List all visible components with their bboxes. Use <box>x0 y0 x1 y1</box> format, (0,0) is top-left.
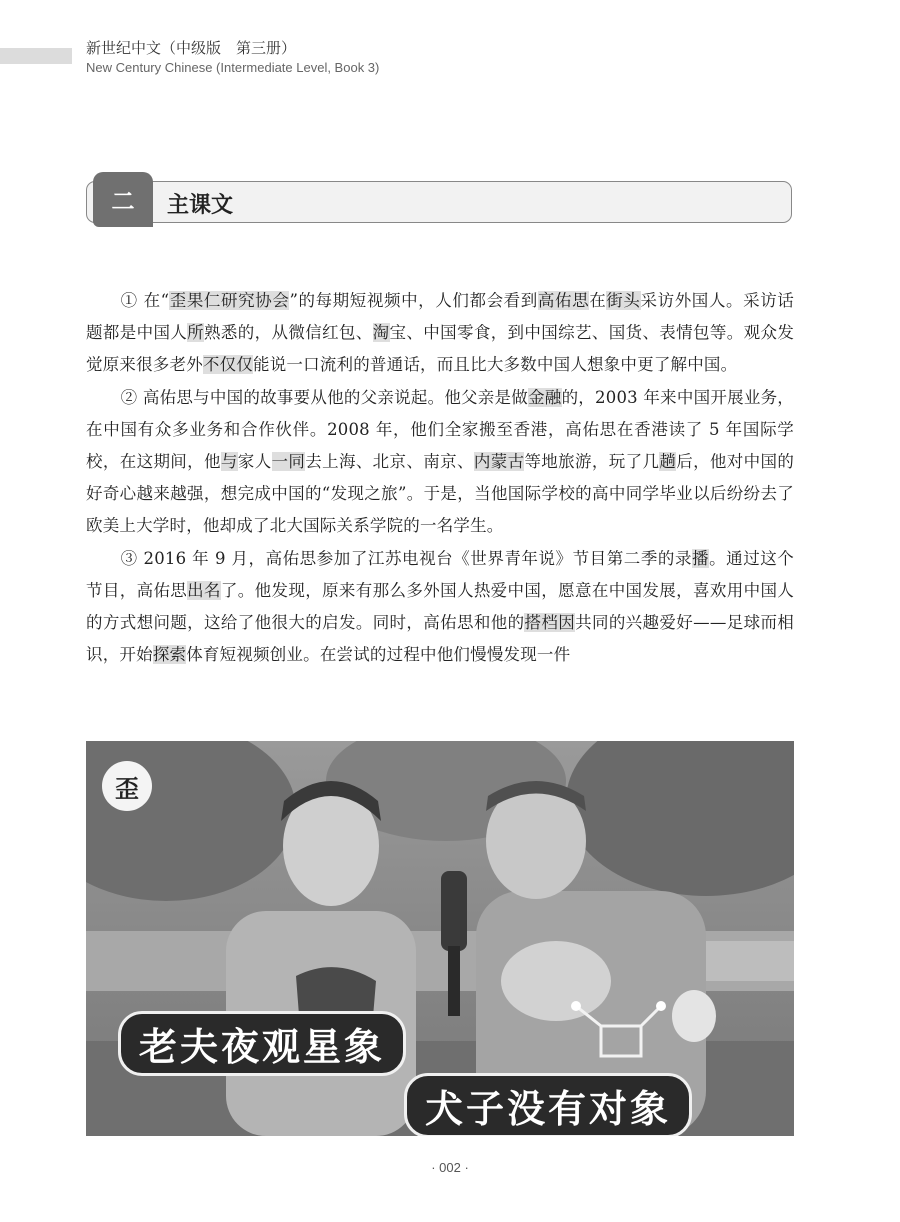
page-number: · 002 · <box>431 1160 469 1175</box>
text-run: 后，他对中国的好奇心越来越强，想完成中国的“发现之旅”。于是，当他国际学校的高中同学毕业以后纷纷去了欧美上大学时，他却成了北大国际关系学院的一名学生。 <box>86 452 795 536</box>
text-run: 去上海、北京、南京、 <box>305 452 474 472</box>
section-title: 主课文 <box>167 193 234 218</box>
vocab-highlight: 出名 <box>187 580 221 600</box>
subtitle-caption-2: 犬子没有对象 <box>404 1073 692 1136</box>
text-run: ① 在“ <box>120 291 170 310</box>
vocab-highlight: 金融 <box>528 387 562 407</box>
vocab-highlight: 歪果仁研究协会 <box>169 291 290 310</box>
text-run: 采访外国人。采访话题都是中国人 <box>86 291 795 343</box>
paragraph-1 <box>86 285 794 382</box>
text-run: 。通过这个节目，高佑思 <box>86 548 795 600</box>
vocab-highlight: 高佑思 <box>537 291 590 310</box>
text-run: 了。他发现，原来有那么多外国人热爱中国，愿意在中国发展，喜欢用中国人的方式想问题，这给了他很大的启发。同时，高佑思和他的 <box>86 580 795 633</box>
text-run: ③ 2016 年 9 月，高佑思参加了江苏电视台《世界青年说》节目第二季的录 <box>120 548 693 568</box>
text-run: 宝、中国零食，到中国综艺、国货、表情包等。观众发觉原来很多老外 <box>86 323 795 375</box>
book-title-chinese: 新世纪中文（中级版 第三册） <box>86 39 297 57</box>
vocab-highlight: 一同 <box>271 452 306 472</box>
text-run: 的，2003 年来中国开展业务，在中国有众多业务和合作伙伴。2008 年，他们全家搬至香港，高佑思在香港读了 5 年国际学校，在这期间，他 <box>86 387 795 472</box>
text-run: 共同的兴趣爱好——足球而相识，开始 <box>86 613 795 665</box>
vocab-highlight: 探索 <box>152 645 187 665</box>
vocab-highlight: 街头 <box>606 291 641 310</box>
vocab-highlight: 内蒙古 <box>473 452 525 472</box>
vocab-highlight: 不仅仅 <box>202 355 254 375</box>
main-text <box>86 285 794 671</box>
lesson-photo <box>86 741 794 1136</box>
header-accent-bar <box>0 48 72 64</box>
text-run: 等地旅游，玩了几 <box>524 452 660 472</box>
text-run: 在 <box>589 291 607 310</box>
paragraph-2 <box>86 382 794 543</box>
vocab-highlight: 所 <box>187 323 205 343</box>
section-number-tab: 二 <box>93 172 153 227</box>
text-run: ② 高佑思与中国的故事要从他的父亲说起。他父亲是做 <box>120 387 529 407</box>
subtitle-caption-1: 老夫夜观星象 <box>118 1011 406 1076</box>
text-run: 能说一口流利的普通话，而且比大多数中国人想象中更了解中国。 <box>253 355 738 375</box>
vocab-highlight: 搭档 <box>524 613 559 633</box>
vocab-highlight: 与 <box>220 452 238 472</box>
channel-logo: 歪 <box>102 761 152 811</box>
vocab-highlight: 淘 <box>372 323 390 343</box>
text-run: 家人 <box>237 452 272 472</box>
text-run: 熟悉的，从微信红包、 <box>204 323 373 343</box>
book-title-english: New Century Chinese (Intermediate Level, Book 3) <box>86 60 380 75</box>
vocab-highlight: 趟 <box>659 452 677 472</box>
text-run: 体育短视频创业。在尝试的过程中他们慢慢发现一件 <box>186 645 571 665</box>
vocab-highlight: 因 <box>558 613 576 633</box>
paragraph-3 <box>86 543 794 672</box>
text-run: ”的每期短视频中，人们都会看到 <box>289 291 538 310</box>
vocab-highlight: 播 <box>692 548 710 568</box>
